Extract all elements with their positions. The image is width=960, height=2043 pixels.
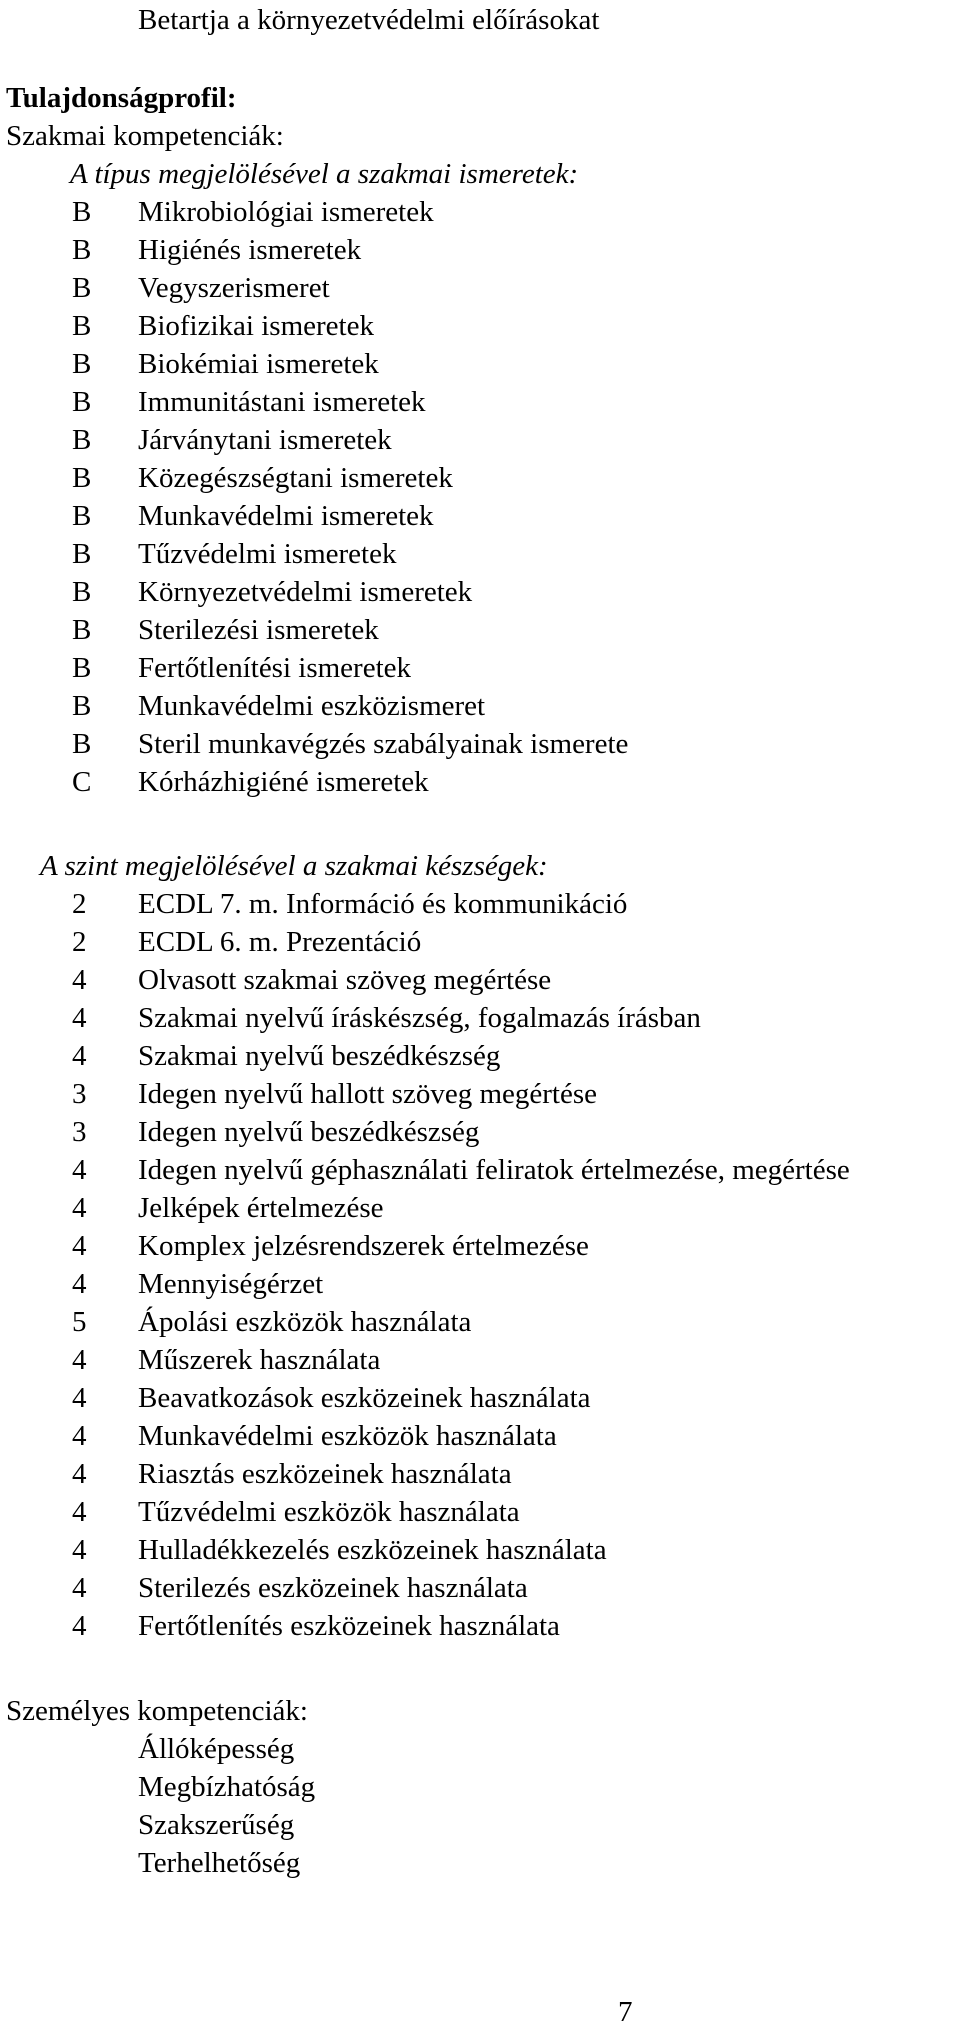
item-level: 3 — [72, 1116, 87, 1148]
page-number: 7 — [618, 1996, 633, 2028]
item-level: 4 — [72, 1230, 87, 1262]
item-code: B — [72, 500, 92, 532]
item-text: Idegen nyelvű hallott szöveg megértése — [138, 1078, 598, 1110]
item-code: B — [72, 690, 92, 722]
list-item — [0, 350, 960, 388]
item-text: Beavatkozások eszközeinek használata — [138, 1382, 591, 1414]
item-text: Járványtani ismeretek — [138, 424, 392, 456]
list-item — [0, 274, 960, 312]
item-text: Olvasott szakmai szöveg megértése — [138, 964, 552, 996]
item-level: 2 — [72, 926, 87, 958]
item-level: 3 — [72, 1078, 87, 1110]
item-text: Sterilezés eszközeinek használata — [138, 1572, 528, 1604]
item-text: Higiénés ismeretek — [138, 234, 362, 266]
item-code: B — [72, 424, 92, 456]
list-item — [0, 1346, 960, 1384]
item-level: 4 — [72, 1040, 87, 1072]
item-text: Mennyiségérzet — [138, 1268, 324, 1300]
item-text: Tűzvédelmi ismeretek — [138, 538, 397, 570]
item-code: C — [72, 766, 92, 798]
list-item — [0, 928, 960, 966]
item-text: Munkavédelmi eszközismeret — [138, 690, 486, 722]
list-item — [0, 1498, 960, 1536]
item-text: ECDL 6. m. Prezentáció — [138, 926, 422, 958]
list-item — [0, 1536, 960, 1574]
list-item — [0, 1042, 960, 1080]
list-item: Megbízhatóság — [138, 1771, 316, 1803]
item-code: B — [72, 310, 92, 342]
item-code: B — [72, 196, 92, 228]
knowledge-heading: A típus megjelölésével a szakmai ismeretek: — [70, 158, 579, 190]
item-level: 4 — [72, 1610, 87, 1642]
item-code: B — [72, 614, 92, 646]
list-item — [0, 730, 960, 768]
item-level: 4 — [72, 1534, 87, 1566]
list-item: Állóképesség — [138, 1733, 295, 1765]
list-item — [0, 692, 960, 730]
list-item — [0, 1118, 960, 1156]
skills-heading: A szint megjelölésével a szakmai készségek: — [40, 850, 548, 882]
item-text: Munkavédelmi eszközök használata — [138, 1420, 557, 1452]
list-item — [0, 312, 960, 350]
item-text: Munkavédelmi ismeretek — [138, 500, 434, 532]
item-level: 4 — [72, 1154, 87, 1186]
list-item — [0, 1156, 960, 1194]
item-level: 5 — [72, 1306, 87, 1338]
list-item — [0, 502, 960, 540]
item-code: B — [72, 272, 92, 304]
item-text: Steril munkavégzés szabályainak ismerete — [138, 728, 629, 760]
list-item — [0, 464, 960, 502]
item-level: 4 — [72, 1002, 87, 1034]
item-text: Biokémiai ismeretek — [138, 348, 379, 380]
item-text: Riasztás eszközeinek használata — [138, 1458, 512, 1490]
list-item — [0, 236, 960, 274]
list-item — [0, 1422, 960, 1460]
item-level: 4 — [72, 1420, 87, 1452]
profile-title: Tulajdonságprofil: — [6, 82, 237, 114]
list-item — [0, 1232, 960, 1270]
item-code: B — [72, 386, 92, 418]
item-code: B — [72, 462, 92, 494]
item-text: Műszerek használata — [138, 1344, 381, 1376]
item-code: B — [72, 348, 92, 380]
list-item: Terhelhetőség — [138, 1847, 301, 1879]
list-item — [0, 966, 960, 1004]
item-text: Kórházhigiéné ismeretek — [138, 766, 429, 798]
item-code: B — [72, 538, 92, 570]
item-code: B — [72, 576, 92, 608]
item-text: Sterilezési ismeretek — [138, 614, 379, 646]
item-text: Fertőtlenítési ismeretek — [138, 652, 412, 684]
item-text: Idegen nyelvű beszédkészség — [138, 1116, 480, 1148]
header-text: Betartja a környezetvédelmi előírásokat — [138, 4, 600, 36]
list-item — [0, 1194, 960, 1232]
list-item — [0, 1612, 960, 1650]
item-code: B — [72, 652, 92, 684]
item-text: Komplex jelzésrendszerek értelmezése — [138, 1230, 589, 1262]
list-item — [0, 616, 960, 654]
list-item — [0, 388, 960, 426]
list-item — [0, 768, 960, 806]
list-item — [0, 1460, 960, 1498]
item-text: Fertőtlenítés eszközeinek használata — [138, 1610, 560, 1642]
list-item — [0, 654, 960, 692]
item-level: 4 — [72, 1458, 87, 1490]
item-level: 4 — [72, 964, 87, 996]
item-level: 4 — [72, 1382, 87, 1414]
list-item — [0, 198, 960, 236]
item-text: ECDL 7. m. Információ és kommunikáció — [138, 888, 628, 920]
item-level: 4 — [72, 1344, 87, 1376]
item-text: Mikrobiológiai ismeretek — [138, 196, 434, 228]
list-item — [0, 1308, 960, 1346]
item-text: Szakmai nyelvű íráskészség, fogalmazás írásban — [138, 1002, 701, 1034]
item-level: 2 — [72, 888, 87, 920]
list-item — [0, 890, 960, 928]
item-text: Immunitástani ismeretek — [138, 386, 426, 418]
list-item — [0, 1004, 960, 1042]
personal-competencies-label: Személyes kompetenciák: — [6, 1695, 308, 1727]
professional-competencies-label: Szakmai kompetenciák: — [6, 120, 284, 152]
list-item — [0, 578, 960, 616]
item-text: Közegészségtani ismeretek — [138, 462, 453, 494]
item-code: B — [72, 234, 92, 266]
item-text: Jelképek értelmezése — [138, 1192, 384, 1224]
item-text: Ápolási eszközök használata — [138, 1306, 472, 1338]
list-item — [0, 1270, 960, 1308]
item-text: Hulladékkezelés eszközeinek használata — [138, 1534, 607, 1566]
item-text: Vegyszerismeret — [138, 272, 330, 304]
list-item — [0, 426, 960, 464]
item-level: 4 — [72, 1572, 87, 1604]
list-item — [0, 540, 960, 578]
item-level: 4 — [72, 1192, 87, 1224]
item-text: Idegen nyelvű géphasználati feliratok értelmezése, megértése — [138, 1154, 850, 1186]
item-text: Tűzvédelmi eszközök használata — [138, 1496, 520, 1528]
item-text: Biofizikai ismeretek — [138, 310, 374, 342]
item-text: Szakmai nyelvű beszédkészség — [138, 1040, 501, 1072]
item-level: 4 — [72, 1496, 87, 1528]
list-item — [0, 1384, 960, 1422]
item-text: Környezetvédelmi ismeretek — [138, 576, 473, 608]
item-code: B — [72, 728, 92, 760]
list-item — [0, 1080, 960, 1118]
item-level: 4 — [72, 1268, 87, 1300]
list-item — [0, 1574, 960, 1612]
list-item: Szakszerűség — [138, 1809, 295, 1841]
